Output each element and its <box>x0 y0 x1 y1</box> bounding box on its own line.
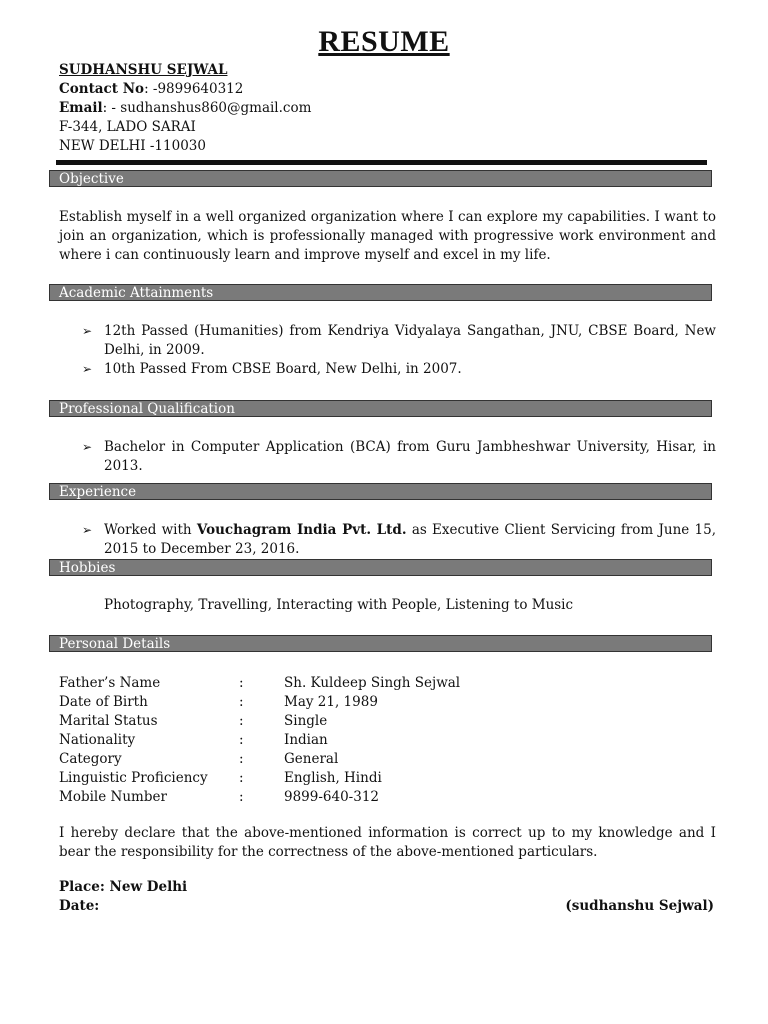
academic-list <box>59 322 716 379</box>
place-line: Place: New Delhi <box>59 879 188 895</box>
table-row <box>59 693 584 712</box>
detail-value: Indian <box>284 732 328 748</box>
section-header-academic: Academic Attainments <box>49 284 712 301</box>
personal-details-table <box>59 674 584 807</box>
detail-label: Linguistic Proficiency <box>59 770 208 786</box>
signature-name: (sudhanshu Sejwal) <box>565 898 714 914</box>
objective-text: Establish myself in a well organized organization where I can explore my capabilities. I want to join an organization, which is professionally managed with progressive work environment and where i can continuously learn and improve myself and excel in my life. <box>59 209 716 263</box>
experience-company: Vouchagram India Pvt. Ltd. <box>196 522 407 538</box>
date-line: Date: <box>59 898 100 914</box>
list-item <box>59 322 716 360</box>
list-item <box>59 438 716 476</box>
resume-title: RESUME <box>318 25 450 58</box>
bullet-arrow-icon: ➢ <box>82 362 93 376</box>
detail-colon: : <box>239 789 244 805</box>
experience-suffix: as Executive Client Servicing from June 15, 2015 to December 23, 2016. <box>104 522 717 557</box>
contact-block <box>59 61 311 156</box>
detail-value: Sh. Kuldeep Singh Sejwal <box>284 675 461 691</box>
detail-value: 9899-640-312 <box>284 789 380 805</box>
table-row <box>59 769 584 788</box>
list-item-text: Bachelor in Computer Application (BCA) from Guru Jambheshwar University, Hisar, in 2013. <box>104 439 716 474</box>
detail-label: Date of Birth <box>59 694 148 710</box>
contact-number-value: : -9899640312 <box>144 81 244 97</box>
detail-label: Nationality <box>59 732 136 748</box>
detail-colon: : <box>239 751 244 767</box>
detail-colon: : <box>239 675 244 691</box>
table-row <box>59 788 584 807</box>
table-row <box>59 750 584 769</box>
detail-value: May 21, 1989 <box>284 694 378 710</box>
detail-value: Single <box>284 713 328 729</box>
detail-colon: : <box>239 713 244 729</box>
email-value: : - sudhanshus860@gmail.com <box>102 100 312 116</box>
address-line-1: F-344, LADO SARAI <box>59 119 196 135</box>
email-line <box>59 99 311 118</box>
bullet-arrow-icon: ➢ <box>82 523 93 537</box>
section-header-personal: Personal Details <box>49 635 712 652</box>
table-row <box>59 674 584 693</box>
header-divider <box>56 160 707 165</box>
list-item <box>59 521 716 559</box>
contact-number-line <box>59 80 311 99</box>
address-line-2: NEW DELHI -110030 <box>59 138 206 154</box>
section-header-objective: Objective <box>49 170 712 187</box>
hobbies-text: Photography, Travelling, Interacting with People, Listening to Music <box>104 597 574 613</box>
professional-list <box>59 438 716 476</box>
detail-colon: : <box>239 732 244 748</box>
table-row <box>59 731 584 750</box>
list-item-text: 12th Passed (Humanities) from Kendriya Vidyalaya Sangathan, JNU, CBSE Board, New Delhi, in 2009. <box>104 323 716 358</box>
detail-value: General <box>284 751 339 767</box>
section-header-experience: Experience <box>49 483 712 500</box>
bullet-arrow-icon: ➢ <box>82 440 93 454</box>
detail-label: Mobile Number <box>59 789 167 805</box>
contact-number-label: Contact No <box>59 81 145 97</box>
section-header-professional: Professional Qualification <box>49 400 712 417</box>
list-item <box>59 360 716 379</box>
detail-label: Marital Status <box>59 713 158 729</box>
experience-prefix: Worked with <box>104 522 197 538</box>
experience-list <box>59 521 716 559</box>
detail-colon: : <box>239 770 244 786</box>
detail-value: English, Hindi <box>284 770 382 786</box>
section-header-hobbies: Hobbies <box>49 559 712 576</box>
bullet-arrow-icon: ➢ <box>82 324 93 338</box>
detail-colon: : <box>239 694 244 710</box>
list-item-text: 10th Passed From CBSE Board, New Delhi, in 2007. <box>104 361 462 377</box>
detail-label: Father’s Name <box>59 675 161 691</box>
email-label: Email <box>59 100 103 116</box>
declaration-text: I hereby declare that the above-mentioned information is correct up to my knowledge and I bear the responsibility for the correctness of the above-mentioned particulars. <box>59 825 716 860</box>
detail-label: Category <box>59 751 122 767</box>
candidate-name: SUDHANSHU SEJWAL <box>59 62 228 78</box>
table-row <box>59 712 584 731</box>
